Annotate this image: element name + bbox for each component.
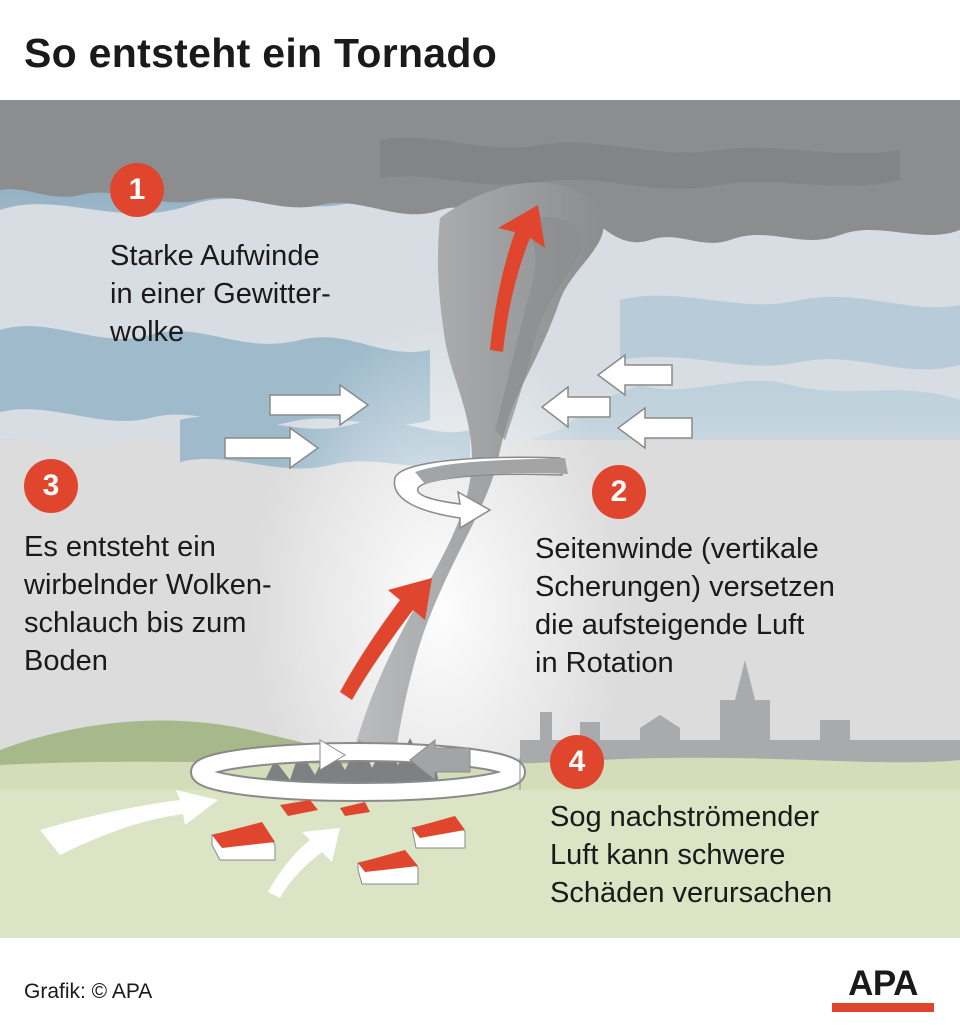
apa-logo: [832, 966, 934, 1012]
apa-logo-bar: [832, 1003, 934, 1012]
step-1-marker: 1: [110, 163, 164, 217]
step-2-marker: 2: [592, 465, 646, 519]
step-2-text: Seitenwinde (vertikale Scherungen) versetzen die aufsteigende Luft in Rotation: [535, 533, 835, 679]
step-4-marker: 4: [550, 735, 604, 789]
step-3-text: Es entsteht ein wirbelnder Wolken- schlauch bis zum Boden: [24, 531, 272, 677]
page-title: So entsteht ein Tornado: [24, 30, 498, 76]
step-1-text: Starke Aufwinde in einer Gewitter- wolke: [110, 240, 331, 348]
credit-line: Grafik: © APA: [24, 980, 153, 1003]
step-4-text: Sog nachströmender Luft kann schwere Schäden verursachen: [550, 801, 833, 909]
apa-logo-text: APA: [848, 964, 918, 1003]
step-3-marker: 3: [24, 459, 78, 513]
